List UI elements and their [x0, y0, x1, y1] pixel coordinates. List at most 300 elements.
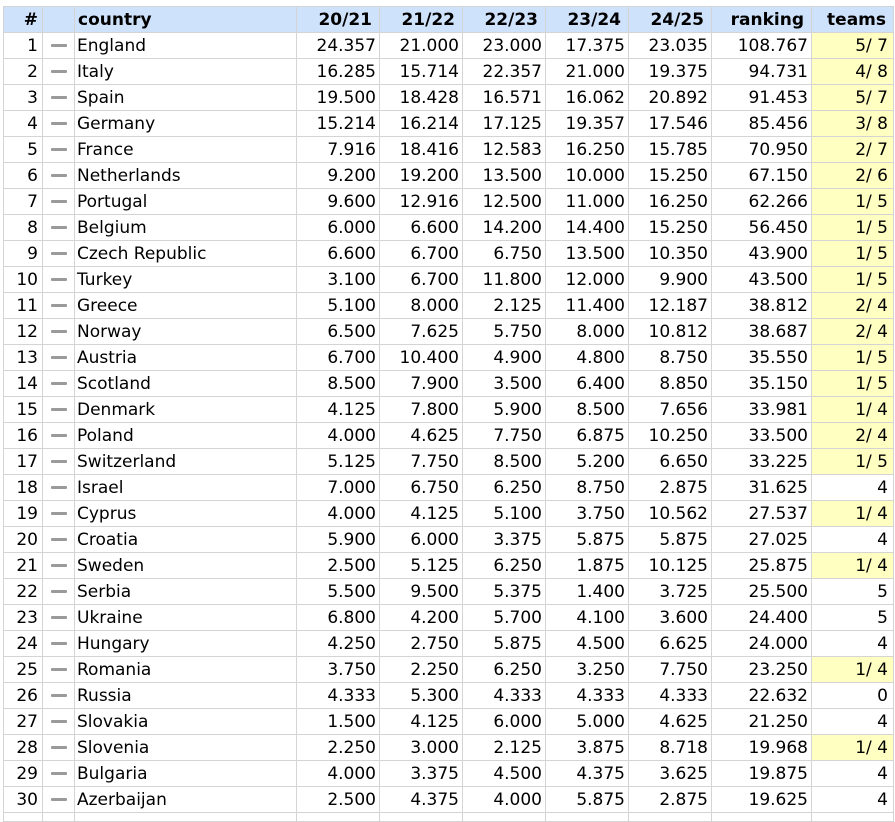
season-2020-21-cell: 15.214	[297, 111, 380, 137]
season-2023-24-cell: 8.000	[546, 319, 629, 345]
season-2023-24-cell: 5.200	[546, 449, 629, 475]
empty-cell	[43, 813, 75, 822]
dash-icon	[51, 590, 67, 593]
season-2020-21-cell: 9.600	[297, 189, 380, 215]
ranking-cell: 108.767	[712, 33, 812, 59]
dash-icon	[51, 798, 67, 801]
table-row	[4, 241, 894, 267]
season-2023-24-cell: 13.500	[546, 241, 629, 267]
rank-cell: 12	[4, 319, 43, 345]
trend-cell	[43, 631, 75, 657]
ranking-cell: 24.400	[712, 605, 812, 631]
ranking-cell: 94.731	[712, 59, 812, 85]
table-body	[4, 33, 894, 822]
rank-cell: 16	[4, 423, 43, 449]
table-row	[4, 579, 894, 605]
table-row	[4, 267, 894, 293]
rank-cell: 24	[4, 631, 43, 657]
trend-cell	[43, 735, 75, 761]
dash-icon	[51, 408, 67, 411]
trend-cell	[43, 709, 75, 735]
country-cell: Scotland	[75, 371, 297, 397]
season-2023-24-cell: 1.400	[546, 579, 629, 605]
teams-cell: 1/ 4	[812, 735, 894, 761]
season-2024-25-cell: 10.250	[629, 423, 712, 449]
table-row	[4, 709, 894, 735]
rank-cell: 6	[4, 163, 43, 189]
country-cell: Sweden	[75, 553, 297, 579]
season-2021-22-cell: 18.428	[380, 85, 463, 111]
ranking-cell: 21.250	[712, 709, 812, 735]
dash-icon	[51, 70, 67, 73]
dash-icon	[51, 382, 67, 385]
country-cell: Greece	[75, 293, 297, 319]
season-2021-22-cell: 4.125	[380, 501, 463, 527]
season-2023-24-cell: 5.875	[546, 787, 629, 813]
dash-icon	[51, 616, 67, 619]
table-row	[4, 735, 894, 761]
ranking-cell: 27.025	[712, 527, 812, 553]
teams-cell: 3/ 8	[812, 111, 894, 137]
season-2024-25-cell: 7.750	[629, 657, 712, 683]
table-row	[4, 189, 894, 215]
season-2021-22-cell: 7.750	[380, 449, 463, 475]
teams-cell: 4	[812, 475, 894, 501]
teams-cell: 4	[812, 761, 894, 787]
season-2024-25-cell: 10.125	[629, 553, 712, 579]
season-2020-21-cell: 4.000	[297, 761, 380, 787]
season-2023-24-cell: 8.500	[546, 397, 629, 423]
teams-cell: 4	[812, 527, 894, 553]
rank-cell: 21	[4, 553, 43, 579]
teams-cell: 1/ 4	[812, 501, 894, 527]
dash-icon	[51, 96, 67, 99]
trend-cell	[43, 215, 75, 241]
season-2023-24-cell: 11.400	[546, 293, 629, 319]
ranking-cell: 35.550	[712, 345, 812, 371]
country-cell: Belgium	[75, 215, 297, 241]
teams-cell: 4	[812, 631, 894, 657]
teams-cell: 1/ 5	[812, 189, 894, 215]
season-2021-22-cell: 5.300	[380, 683, 463, 709]
country-cell: Romania	[75, 657, 297, 683]
trend-cell	[43, 657, 75, 683]
teams-cell: 2/ 6	[812, 163, 894, 189]
season-2020-21-cell: 2.250	[297, 735, 380, 761]
trend-cell	[43, 33, 75, 59]
header-season-2024-25[interactable]: 24/25	[629, 7, 712, 33]
season-2020-21-cell: 5.125	[297, 449, 380, 475]
teams-cell: 1/ 5	[812, 215, 894, 241]
season-2023-24-cell: 3.250	[546, 657, 629, 683]
season-2022-23-cell: 2.125	[463, 735, 546, 761]
season-2021-22-cell: 6.000	[380, 527, 463, 553]
rank-cell: 2	[4, 59, 43, 85]
country-cell: Hungary	[75, 631, 297, 657]
trend-cell	[43, 423, 75, 449]
dash-icon	[51, 538, 67, 541]
country-cell: Ukraine	[75, 605, 297, 631]
season-2023-24-cell: 5.000	[546, 709, 629, 735]
season-2021-22-cell: 6.700	[380, 267, 463, 293]
ranking-cell: 25.500	[712, 579, 812, 605]
rank-cell: 14	[4, 371, 43, 397]
header-teams[interactable]: teams	[812, 7, 894, 33]
season-2022-23-cell: 5.750	[463, 319, 546, 345]
country-cell: Germany	[75, 111, 297, 137]
season-2023-24-cell: 4.500	[546, 631, 629, 657]
table-row	[4, 345, 894, 371]
season-2021-22-cell: 15.714	[380, 59, 463, 85]
trend-cell	[43, 787, 75, 813]
country-cell: England	[75, 33, 297, 59]
empty-cell	[297, 813, 380, 822]
season-2020-21-cell: 4.000	[297, 501, 380, 527]
table-row	[4, 475, 894, 501]
season-2021-22-cell: 19.200	[380, 163, 463, 189]
season-2024-25-cell: 15.785	[629, 137, 712, 163]
dash-icon	[51, 226, 67, 229]
season-2022-23-cell: 17.125	[463, 111, 546, 137]
trend-cell	[43, 501, 75, 527]
rank-cell: 4	[4, 111, 43, 137]
table-row-partial	[4, 813, 894, 822]
ranking-cell: 70.950	[712, 137, 812, 163]
teams-cell: 2/ 7	[812, 137, 894, 163]
header-trend[interactable]	[43, 7, 75, 33]
ranking-cell: 33.500	[712, 423, 812, 449]
season-2024-25-cell: 10.562	[629, 501, 712, 527]
trend-cell	[43, 189, 75, 215]
season-2020-21-cell: 4.125	[297, 397, 380, 423]
rank-cell: 20	[4, 527, 43, 553]
season-2022-23-cell: 5.875	[463, 631, 546, 657]
season-2022-23-cell: 5.700	[463, 605, 546, 631]
season-2023-24-cell: 11.000	[546, 189, 629, 215]
rank-cell: 26	[4, 683, 43, 709]
season-2022-23-cell: 12.583	[463, 137, 546, 163]
rank-cell: 30	[4, 787, 43, 813]
season-2024-25-cell: 15.250	[629, 215, 712, 241]
country-cell: Switzerland	[75, 449, 297, 475]
ranking-cell: 38.812	[712, 293, 812, 319]
ranking-cell: 35.150	[712, 371, 812, 397]
season-2020-21-cell: 8.500	[297, 371, 380, 397]
season-2022-23-cell: 6.750	[463, 241, 546, 267]
trend-cell	[43, 241, 75, 267]
rank-cell: 17	[4, 449, 43, 475]
empty-cell	[463, 813, 546, 822]
season-2020-21-cell: 5.500	[297, 579, 380, 605]
ranking-cell: 85.456	[712, 111, 812, 137]
rank-cell: 22	[4, 579, 43, 605]
dash-icon	[51, 564, 67, 567]
ranking-cell: 19.875	[712, 761, 812, 787]
season-2023-24-cell: 19.357	[546, 111, 629, 137]
table-row	[4, 33, 894, 59]
table-row	[4, 657, 894, 683]
dash-icon	[51, 252, 67, 255]
season-2020-21-cell: 7.916	[297, 137, 380, 163]
season-2020-21-cell: 6.800	[297, 605, 380, 631]
table-row	[4, 137, 894, 163]
season-2024-25-cell: 5.875	[629, 527, 712, 553]
country-cell: Bulgaria	[75, 761, 297, 787]
season-2023-24-cell: 10.000	[546, 163, 629, 189]
teams-cell: 1/ 5	[812, 267, 894, 293]
ranking-cell: 43.900	[712, 241, 812, 267]
trend-cell	[43, 267, 75, 293]
rank-cell: 25	[4, 657, 43, 683]
teams-cell: 4	[812, 787, 894, 813]
country-cell: Netherlands	[75, 163, 297, 189]
season-2020-21-cell: 6.700	[297, 345, 380, 371]
dash-icon	[51, 512, 67, 515]
rank-cell: 23	[4, 605, 43, 631]
season-2024-25-cell: 19.375	[629, 59, 712, 85]
season-2021-22-cell: 2.250	[380, 657, 463, 683]
table-row	[4, 449, 894, 475]
season-2021-22-cell: 18.416	[380, 137, 463, 163]
table-row	[4, 397, 894, 423]
rank-cell: 19	[4, 501, 43, 527]
dash-icon	[51, 44, 67, 47]
season-2022-23-cell: 6.250	[463, 475, 546, 501]
table-row	[4, 527, 894, 553]
trend-cell	[43, 137, 75, 163]
season-2021-22-cell: 16.214	[380, 111, 463, 137]
header-season-2023-24[interactable]: 23/24	[546, 7, 629, 33]
rank-cell: 11	[4, 293, 43, 319]
season-2023-24-cell: 14.400	[546, 215, 629, 241]
header-ranking[interactable]: ranking	[712, 7, 812, 33]
empty-cell	[380, 813, 463, 822]
season-2024-25-cell: 9.900	[629, 267, 712, 293]
season-2022-23-cell: 6.250	[463, 657, 546, 683]
country-cell: Cyprus	[75, 501, 297, 527]
country-cell: Czech Republic	[75, 241, 297, 267]
teams-cell: 4/ 8	[812, 59, 894, 85]
season-2023-24-cell: 3.750	[546, 501, 629, 527]
season-2020-21-cell: 6.500	[297, 319, 380, 345]
season-2021-22-cell: 7.800	[380, 397, 463, 423]
ranking-cell: 23.250	[712, 657, 812, 683]
season-2022-23-cell: 3.375	[463, 527, 546, 553]
rank-cell: 15	[4, 397, 43, 423]
season-2024-25-cell: 8.718	[629, 735, 712, 761]
season-2023-24-cell: 4.800	[546, 345, 629, 371]
teams-cell: 5	[812, 605, 894, 631]
season-2023-24-cell: 5.875	[546, 527, 629, 553]
dash-icon	[51, 460, 67, 463]
country-ranking-table	[3, 6, 894, 822]
rank-cell: 29	[4, 761, 43, 787]
ranking-cell: 27.537	[712, 501, 812, 527]
season-2021-22-cell: 3.375	[380, 761, 463, 787]
empty-cell	[629, 813, 712, 822]
ranking-cell: 19.625	[712, 787, 812, 813]
season-2022-23-cell: 4.333	[463, 683, 546, 709]
season-2020-21-cell: 3.750	[297, 657, 380, 683]
country-cell: Slovakia	[75, 709, 297, 735]
ranking-cell: 22.632	[712, 683, 812, 709]
empty-cell	[75, 813, 297, 822]
table-row	[4, 553, 894, 579]
country-cell: Croatia	[75, 527, 297, 553]
season-2023-24-cell: 16.250	[546, 137, 629, 163]
ranking-cell: 25.875	[712, 553, 812, 579]
dash-icon	[51, 174, 67, 177]
season-2021-22-cell: 9.500	[380, 579, 463, 605]
season-2021-22-cell: 6.750	[380, 475, 463, 501]
country-cell: Serbia	[75, 579, 297, 605]
season-2020-21-cell: 4.000	[297, 423, 380, 449]
ranking-cell: 19.968	[712, 735, 812, 761]
teams-cell: 1/ 4	[812, 553, 894, 579]
ranking-cell: 33.225	[712, 449, 812, 475]
dash-icon	[51, 772, 67, 775]
season-2022-23-cell: 7.750	[463, 423, 546, 449]
dash-icon	[51, 694, 67, 697]
season-2020-21-cell: 6.600	[297, 241, 380, 267]
trend-cell	[43, 59, 75, 85]
empty-cell	[812, 813, 894, 822]
teams-cell: 5/ 7	[812, 85, 894, 111]
season-2021-22-cell: 10.400	[380, 345, 463, 371]
country-cell: Portugal	[75, 189, 297, 215]
rank-cell: 18	[4, 475, 43, 501]
dash-icon	[51, 642, 67, 645]
season-2020-21-cell: 5.900	[297, 527, 380, 553]
rank-cell: 27	[4, 709, 43, 735]
season-2022-23-cell: 22.357	[463, 59, 546, 85]
season-2023-24-cell: 6.875	[546, 423, 629, 449]
season-2024-25-cell: 2.875	[629, 787, 712, 813]
dash-icon	[51, 668, 67, 671]
season-2024-25-cell: 8.750	[629, 345, 712, 371]
table-row	[4, 787, 894, 813]
season-2020-21-cell: 7.000	[297, 475, 380, 501]
season-2020-21-cell: 2.500	[297, 553, 380, 579]
season-2024-25-cell: 17.546	[629, 111, 712, 137]
header-country[interactable]: country	[75, 7, 297, 33]
ranking-cell: 24.000	[712, 631, 812, 657]
trend-cell	[43, 579, 75, 605]
teams-cell: 5/ 7	[812, 33, 894, 59]
season-2024-25-cell: 20.892	[629, 85, 712, 111]
season-2022-23-cell: 3.500	[463, 371, 546, 397]
table-row	[4, 215, 894, 241]
table-row	[4, 319, 894, 345]
country-cell: Spain	[75, 85, 297, 111]
country-cell: Russia	[75, 683, 297, 709]
trend-cell	[43, 475, 75, 501]
rank-cell: 5	[4, 137, 43, 163]
header-season-2021-22[interactable]: 21/22	[380, 7, 463, 33]
table-row	[4, 501, 894, 527]
ranking-cell: 43.500	[712, 267, 812, 293]
teams-cell: 4	[812, 709, 894, 735]
season-2021-22-cell: 12.916	[380, 189, 463, 215]
season-2021-22-cell: 4.375	[380, 787, 463, 813]
season-2022-23-cell: 14.200	[463, 215, 546, 241]
country-cell: Poland	[75, 423, 297, 449]
season-2021-22-cell: 21.000	[380, 33, 463, 59]
teams-cell: 1/ 4	[812, 657, 894, 683]
header-season-2022-23[interactable]: 22/23	[463, 7, 546, 33]
season-2022-23-cell: 4.500	[463, 761, 546, 787]
table-row	[4, 423, 894, 449]
table-row	[4, 293, 894, 319]
teams-cell: 1/ 5	[812, 345, 894, 371]
season-2022-23-cell: 6.250	[463, 553, 546, 579]
season-2024-25-cell: 10.350	[629, 241, 712, 267]
season-2021-22-cell: 7.900	[380, 371, 463, 397]
rank-cell: 7	[4, 189, 43, 215]
season-2021-22-cell: 5.125	[380, 553, 463, 579]
header-rank[interactable]: #	[4, 7, 43, 33]
season-2023-24-cell: 21.000	[546, 59, 629, 85]
season-2020-21-cell: 6.000	[297, 215, 380, 241]
dash-icon	[51, 356, 67, 359]
season-2021-22-cell: 3.000	[380, 735, 463, 761]
rank-cell: 28	[4, 735, 43, 761]
season-2022-23-cell: 4.900	[463, 345, 546, 371]
season-2023-24-cell: 8.750	[546, 475, 629, 501]
teams-cell: 1/ 4	[812, 397, 894, 423]
header-season-2020-21[interactable]: 20/21	[297, 7, 380, 33]
season-2024-25-cell: 23.035	[629, 33, 712, 59]
season-2022-23-cell: 12.500	[463, 189, 546, 215]
season-2023-24-cell: 3.875	[546, 735, 629, 761]
season-2022-23-cell: 6.000	[463, 709, 546, 735]
season-2024-25-cell: 12.187	[629, 293, 712, 319]
ranking-cell: 38.687	[712, 319, 812, 345]
ranking-cell: 67.150	[712, 163, 812, 189]
ranking-cell: 56.450	[712, 215, 812, 241]
season-2021-22-cell: 2.750	[380, 631, 463, 657]
season-2021-22-cell: 7.625	[380, 319, 463, 345]
season-2023-24-cell: 4.100	[546, 605, 629, 631]
season-2022-23-cell: 5.375	[463, 579, 546, 605]
season-2024-25-cell: 15.250	[629, 163, 712, 189]
teams-cell: 1/ 5	[812, 371, 894, 397]
season-2022-23-cell: 13.500	[463, 163, 546, 189]
teams-cell: 2/ 4	[812, 319, 894, 345]
season-2023-24-cell: 4.375	[546, 761, 629, 787]
dash-icon	[51, 434, 67, 437]
teams-cell: 1/ 5	[812, 449, 894, 475]
season-2023-24-cell: 4.333	[546, 683, 629, 709]
trend-cell	[43, 761, 75, 787]
teams-cell: 2/ 4	[812, 423, 894, 449]
season-2024-25-cell: 4.333	[629, 683, 712, 709]
rank-cell: 10	[4, 267, 43, 293]
trend-cell	[43, 345, 75, 371]
table-row	[4, 111, 894, 137]
season-2020-21-cell: 4.250	[297, 631, 380, 657]
season-2021-22-cell: 6.600	[380, 215, 463, 241]
empty-cell	[712, 813, 812, 822]
trend-cell	[43, 293, 75, 319]
season-2024-25-cell: 6.650	[629, 449, 712, 475]
trend-cell	[43, 111, 75, 137]
season-2022-23-cell: 2.125	[463, 293, 546, 319]
dash-icon	[51, 200, 67, 203]
season-2024-25-cell: 8.850	[629, 371, 712, 397]
country-cell: Austria	[75, 345, 297, 371]
season-2023-24-cell: 6.400	[546, 371, 629, 397]
